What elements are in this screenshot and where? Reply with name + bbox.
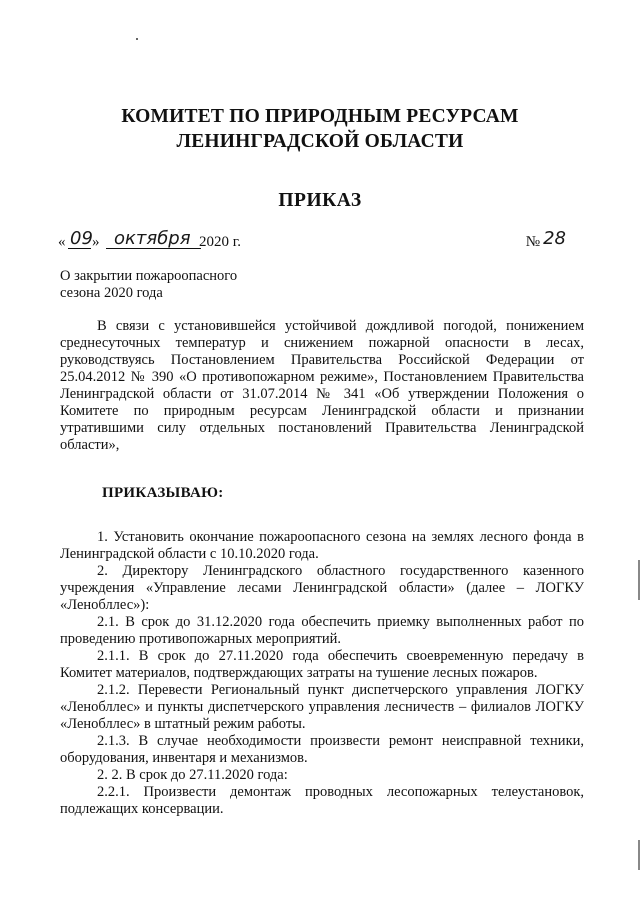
item-2-1: 2.1. В срок до 31.12.2020 года обеспечить приемку выполненных работ по проведению противопожарных мероприятий. <box>60 614 584 647</box>
subject-line-2: сезона 2020 года <box>60 285 163 301</box>
subject-line-1: О закрытии пожароопасного <box>60 268 238 284</box>
item-1: 1. Установить окончание пожароопасного сезона на землях лесного фонда в Ленинградской области с 10.10.2020 года. <box>60 529 584 562</box>
preamble-paragraph: В связи с установившейся устойчивой дождливой погодой, понижением среднесуточных температур и снижением пожарной опасности в лесах, руководствуясь Постановлением Правительства Российской Федерации от 25.04.2012 № 390 «О противопожарном режиме», Постановлением Правительства Ленинградской области от 31.07.2014 № 341 «Об утверждении Положения о Комитете по природным ресурсам Ленинградской области и признании утратившими силу отдельных постановлений Правительства Ленинградской области», <box>60 318 584 453</box>
handwritten-day: 09 <box>70 228 93 249</box>
scan-speck <box>136 38 138 40</box>
date-number-line <box>58 225 586 255</box>
number-label: № <box>525 234 540 250</box>
item-2-2-1: 2.2.1. Произвести демонтаж проводных лесопожарных телеустановок, подлежащих консервации. <box>60 784 584 817</box>
organization-name <box>60 104 580 154</box>
handwritten-number: 28 <box>543 228 566 249</box>
order-title: ПРИКАЗ <box>278 190 362 211</box>
item-2-1-3: 2.1.3. В случае необходимости произвести ремонт неисправной техники, оборудования, инвентаря и механизмов. <box>60 733 584 766</box>
close-quote: » <box>92 234 100 250</box>
org-line-2: ЛЕНИНГРАДСКОЙ ОБЛАСТИ <box>176 131 464 152</box>
handwritten-month: октября <box>114 228 191 249</box>
item-2-1-2: 2.1.2. Перевести Региональный пункт диспетчерского управления ЛОГКУ «Ленобллес» и пункты диспетчерского управления лесничеств – филиалов ЛОГКУ «Ленобллес» в штатный режим работы. <box>60 682 584 732</box>
order-subject <box>60 268 320 302</box>
org-line-1: КОМИТЕТ ПО ПРИРОДНЫМ РЕСУРСАМ <box>121 106 519 127</box>
open-quote: « <box>58 234 66 250</box>
directive-heading: ПРИКАЗЫВАЮ: <box>102 485 224 501</box>
item-2-1-1: 2.1.1. В срок до 27.11.2020 года обеспечить своевременную передачу в Комитет материалов, подтверждающих затраты на тушение лесных пожаров. <box>60 648 584 681</box>
item-2: 2. Директору Ленинградского областного государственного казенного учреждения «Управление лесами Ленинградской области» (далее – ЛОГКУ «Ленобллес»): <box>60 563 584 613</box>
year-suffix: 2020 г. <box>199 234 241 250</box>
item-2-2: 2. 2. В срок до 27.11.2020 года: <box>97 767 288 783</box>
